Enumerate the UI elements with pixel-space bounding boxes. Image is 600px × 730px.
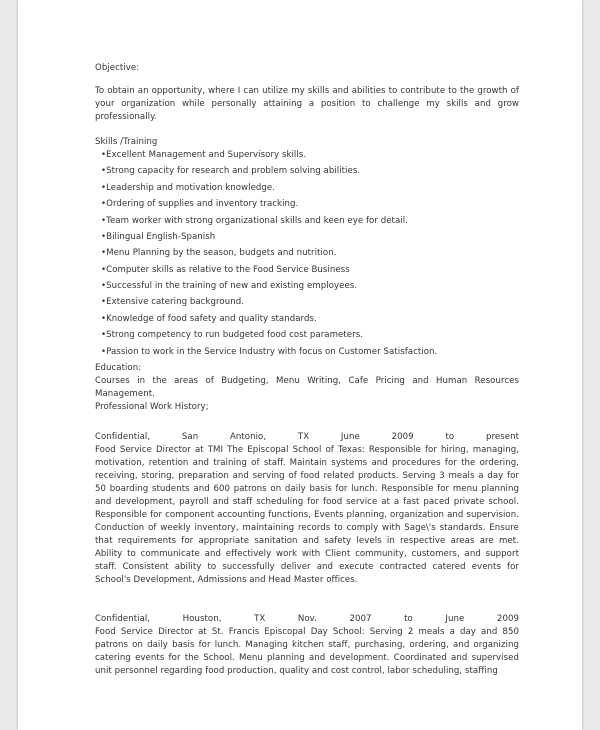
skill-item: • Menu Planning by the season, budgets and nutrition. [101, 247, 519, 260]
skill-item: • Passion to work in the Service Industry with focus on Customer Satisfaction. [101, 346, 519, 359]
job-header: Confidential, Houston, TX Nov. 2007 to June 2009 [95, 613, 519, 624]
skills-list [95, 149, 519, 359]
skill-item: • Excellent Management and Supervisory skills. [101, 149, 519, 162]
skill-item: • Bilingual English-Spanish [101, 231, 519, 244]
skill-item: • Ordering of supplies and inventory tracking. [101, 198, 519, 211]
skill-item: • Successful in the training of new and existing employees. [101, 280, 519, 293]
skill-item: • Extensive catering background. [101, 296, 519, 309]
job-description: Food Service Director at TMI The Episcopal School of Texas: Responsible for hiring, managing, motivation, retention and training of staff. Maintain systems and procedures for the ordering, receiving, storing, preparation and serving of food related products. Serving 3 meals a day for 50 boarding students and 600 patrons on daily basis for lunch. Responsible for menu planning and development, payroll and staff scheduling for food service at a fast paced private school. Responsible for component accounting functions, Events planning, organization and supervision. Conduction of weekly inventory, maintaining records to comply with Sage\'s standards. Ensure that requirements for appropriate sanitation and safety levels in respective areas are met. Ability to communicate and effectively work with Client community, customers, and support staff. Consistent ability to successfully deliver and execute contracted catered events for School's Development, Admissions and Head Master offices. [95, 444, 519, 585]
skills-heading: Skills /Training [95, 137, 158, 147]
resume-content [95, 62, 519, 678]
objective-heading: Objective: [95, 63, 140, 73]
work-history-heading: Professional Work History; [95, 401, 209, 412]
job-header: Confidential, San Antonio, TX June 2009 to present [95, 431, 519, 442]
skill-item: • Leadership and motivation knowledge. [101, 182, 519, 195]
skill-item: • Knowledge of food safety and quality standards. [101, 313, 519, 326]
skill-item: • Strong capacity for research and problem solving abilities. [101, 165, 519, 178]
skill-item: • Strong competency to run budgeted food cost parameters. [101, 329, 519, 342]
objective-text: To obtain an opportunity, where I can utilize my skills and abilities to contribute to the growth of your organization while personally attaining a position to challenge my skills and grow professionally. [95, 86, 519, 122]
skill-item: • Team worker with strong organizational skills and keen eye for detail. [101, 215, 519, 228]
education-heading: Education: [95, 362, 142, 373]
skill-item: • Computer skills as relative to the Food Service Business [101, 264, 519, 277]
resume-page [18, 0, 582, 730]
education-text: Courses in the areas of Budgeting, Menu Writing, Cafe Pricing and Human Resources Management. [95, 375, 519, 399]
job-description: Food Service Director at St. Francis Episcopal Day School: Serving 2 meals a day and 850 patrons on daily basis for lunch. Managing kitchen staff, purchasing, ordering, and organizing catering events for the School. Menu planning and development. Coordinated and supervised unit personnel regarding food production, quality and cost control, labor scheduling, staffing [95, 626, 519, 676]
